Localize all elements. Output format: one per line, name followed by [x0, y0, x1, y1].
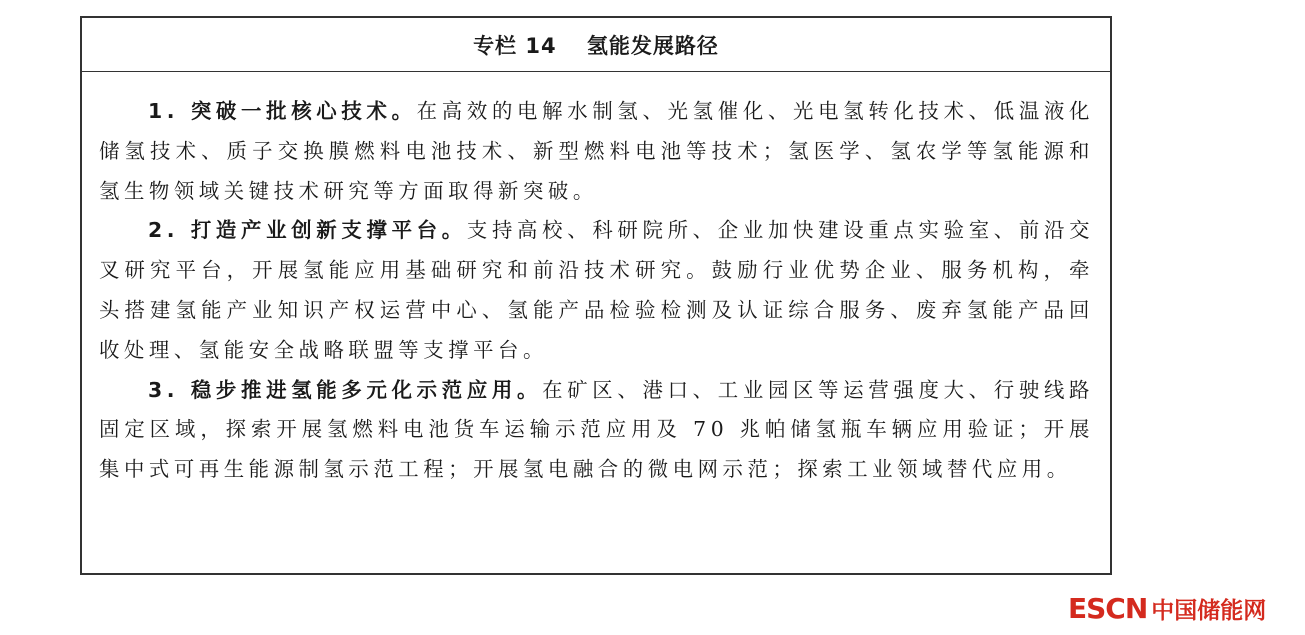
- sidebar-box-header: [82, 18, 1110, 72]
- sidebar-box-title: 专栏 14 氢能发展路径: [473, 33, 719, 58]
- paragraph-heading: 3. 稳步推进氢能多元化示范应用。: [148, 377, 543, 402]
- watermark-chinese-text: 中国储能网: [1151, 597, 1267, 624]
- paragraph-innovation-platform: [99, 211, 1094, 370]
- paragraph-text: 在高效的电解水制氢、光氢催化、光电氢转化技术、低温液化储氢技术、质子交换膜燃料电池技术、新型燃料电池等技术；氢医学、氢农学等氢能源和氢生物领域关键技术研究等方面取得新突破。: [99, 99, 1094, 203]
- escn-watermark-logo: [1068, 588, 1300, 628]
- paragraph-text: 在矿区、港口、工业园区等运营强度大、行驶线路固定区域，探索开展氢燃料电池货车运输示范应用及 70 兆帕储氢瓶车辆应用验证；开展集中式可再生能源制氢示范工程；开展氢电融合的微电网示范；探索工业领域替代应用。: [99, 377, 1094, 482]
- paragraph-heading: 1. 突破一批核心技术。: [148, 99, 417, 123]
- paragraph-text: 支持高校、科研院所、企业加快建设重点实验室、前沿交叉研究平台，开展氢能应用基础研究和前沿技术研究。鼓励行业优势企业、服务机构，牵头搭建氢能产业知识产权运营中心、氢能产品检验检测及认证综合服务、废弃氢能产品回收处理、氢能安全战略联盟等支撑平台。: [99, 218, 1095, 362]
- paragraph-core-technology: [99, 92, 1094, 211]
- sidebar-box: [80, 16, 1112, 575]
- sidebar-box-body: [82, 72, 1110, 490]
- paragraph-demonstration-application: [99, 371, 1094, 490]
- paragraph-heading: 2. 打造产业创新支撑平台。: [148, 218, 467, 243]
- watermark-latin-text: ESCN: [1068, 591, 1148, 625]
